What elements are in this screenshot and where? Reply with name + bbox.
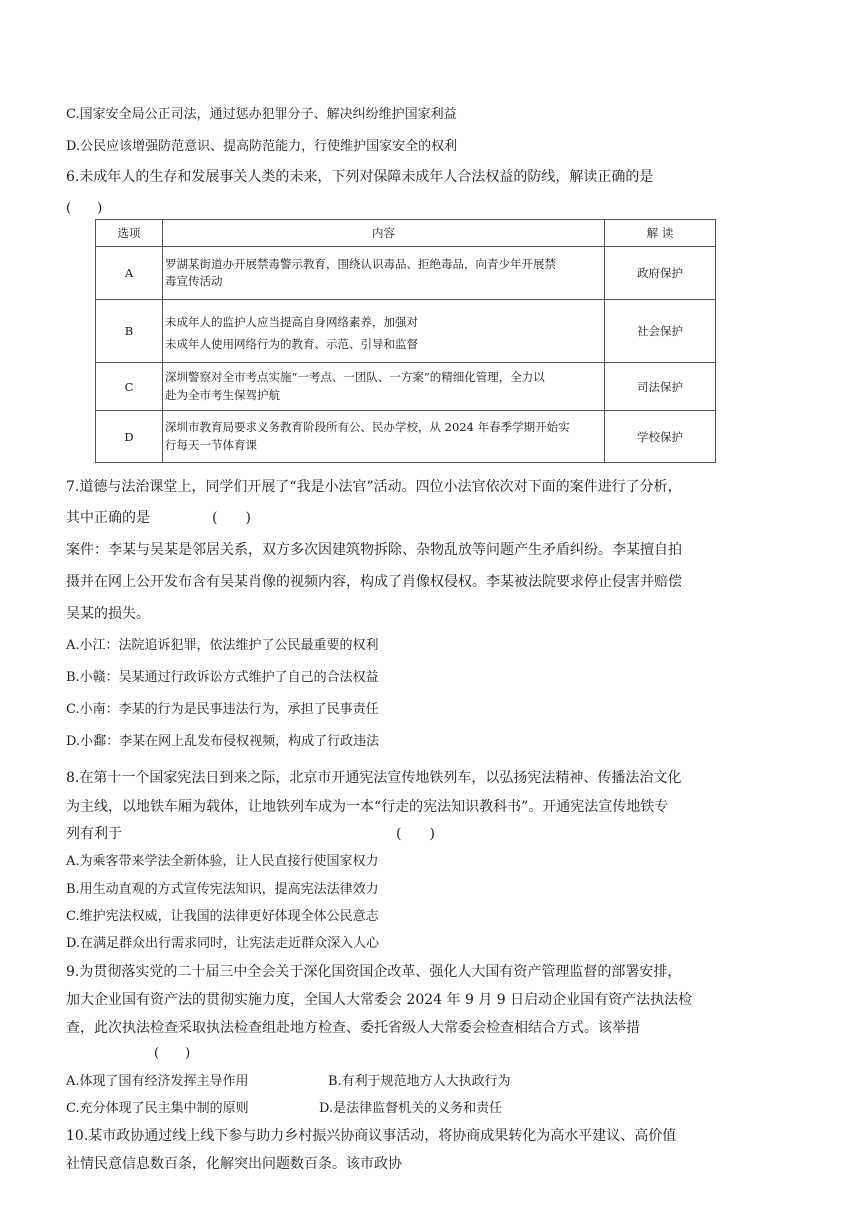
header-option: 选项 [96,220,163,247]
row-option: C [96,363,163,411]
row-content-line: 毒宣传活动 [165,274,223,288]
q9-option-c: C.充分体现了民主集中制的原则 [66,1101,249,1116]
q7-case-line: 摄并在网上公开发布含有吴某肖像的视频内容，构成了肖像权侵权。李某被法院要求停止侵害并赔偿 [66,574,682,590]
q8-stem-end: 列有利于 [66,826,122,842]
q9-option-d: D.是法律监督机关的义务和责任 [319,1101,503,1116]
q7-option-d: D.小鄱：李某在网上乱发布侵权视频，构成了行政违法 [66,734,380,749]
row-reading: 司法保护 [605,363,716,411]
q8-option-d: D.在满足群众出行需求同时，让宪法走近群众深入人心 [66,936,380,951]
row-content [163,363,605,411]
row-content-line: 行每天一节体育课 [165,437,257,452]
q8-stem-line: 8.在第十一个国家宪法日到来之际，北京市开通宪法宣传地铁列车，以弘扬宪法精神、传播法治文化 [66,770,682,786]
q8-option-a: A.为乘客带来学法全新体验，让人民直接行使国家权力 [66,854,379,869]
q6-stem: 6.未成年人的生存和发展事关人类的未来，下列对保障未成年人合法权益的防线，解读正确的是 [66,169,654,185]
q7-stem-line: 7.道德与法治课堂上，同学们开展了“我是小法官”活动。四位小法官依次对下面的案件进行了分析， [66,479,682,495]
q9-options-row [66,1101,800,1117]
q5-option-c: C.国家安全局公正司法，通过惩办犯罪分子、解决纠纷维护国家利益 [66,107,457,122]
row-content [163,300,605,363]
row-content-line: 未成年人使用网络行为的教育、示范、引导和监督 [165,336,418,351]
row-option: D [96,411,163,463]
table-row [96,300,716,363]
row-content-line: 深圳警察对全市考点实施“一考点、一团队、一方案”的精细化管理，全力以 [165,370,545,385]
row-reading: 学校保护 [605,411,716,463]
row-content-line: 未成年人的监护人应当提高自身网络素养，加强对 [165,315,418,330]
q8-option-c: C.维护宪法权威，让我国的法律更好体现全体公民意志 [66,909,379,924]
table-header-row [96,220,716,247]
q8-option-b: B.用生动直观的方式宣传宪法知识，提高宪法法律效力 [66,882,379,897]
q7-option-c: C.小南：李某的行为是民事违法行为，承担了民事责任 [66,702,379,717]
q10-stem-line: 社情民意信息数百条，化解突出问题数百条。该市政协 [66,1156,402,1172]
table-row [96,411,716,463]
q9-answer-bracket: ( ) [154,1046,191,1061]
q7-stem-line [66,510,800,527]
q6-table [95,219,716,463]
q7-stem-end: 其中正确的是 [66,510,150,526]
table-row [96,363,716,411]
row-option: A [96,247,163,300]
header-content: 内容 [163,220,605,247]
q8-stem-line: 为主线，以地铁车厢为载体，让地铁列车成为一本“行走的宪法知识教科书”。开通宪法宣传地铁专 [66,799,669,815]
q7-case-line: 吴某的损失。 [66,606,150,622]
q9-option-b: B.有利于规范地方人大执政行为 [328,1074,511,1089]
q8-stem-line [66,826,800,843]
row-content [163,411,605,463]
q10-stem-line: 10.某市政协通过线上线下参与助力乡村振兴协商议事活动，将协商成果转化为高水平建议、高价值 [66,1128,677,1144]
table-row [96,247,716,300]
q5-option-d: D.公民应该增强防范意识、提高防范能力，行使维护国家安全的权利 [66,139,458,154]
row-content-line: 罗湖某街道办开展禁毒警示教育，围绕认识毒品、拒绝毒品，向青少年开展禁 [165,256,556,271]
q7-option-b: B.小赣：吴某通过行政诉讼方式维护了自己的合法权益 [66,670,379,685]
q9-stem-line: 加大企业国有资产法的贯彻实施力度，全国人大常委会 2024 年 9 月 9 日启动企业国有资产法执法检 [66,992,693,1008]
q7-answer-bracket: ( ) [212,510,251,526]
row-content [163,247,605,300]
row-content-line: 深圳市教育局要求义务教育阶段所有公、民办学校，从 2024 年春季学期开始实 [165,420,570,435]
q9-options-row [66,1074,800,1090]
q9-option-a: A.体现了国有经济发挥主导作用 [66,1074,249,1089]
q7-case-line: 案件：李某与吴某是邻居关系，双方多次因建筑物拆除、杂物乱放等问题产生矛盾纠纷。李某擅自拍 [66,542,682,558]
q9-stem-line: 查，此次执法检查采取执法检查组赴地方检查、委托省级人大常委会检查相结合方式。该举措 [66,1020,640,1036]
q8-answer-bracket: ( ) [396,826,435,842]
row-reading: 政府保护 [605,247,716,300]
row-reading: 社会保护 [605,300,716,363]
q7-option-a: A.小江：法院追诉犯罪，依法维护了公民最重要的权利 [66,638,379,653]
q9-stem-line: 9.为贯彻落实党的二十届三中全会关于深化国资国企改革、强化人大国有资产管理监督的部署安排， [66,964,682,980]
q6-answer-bracket: ( ) [66,201,103,216]
row-content-line: 赴为全市考生保驾护航 [165,387,280,402]
row-option: B [96,300,163,363]
header-reading: 解 读 [605,220,716,247]
